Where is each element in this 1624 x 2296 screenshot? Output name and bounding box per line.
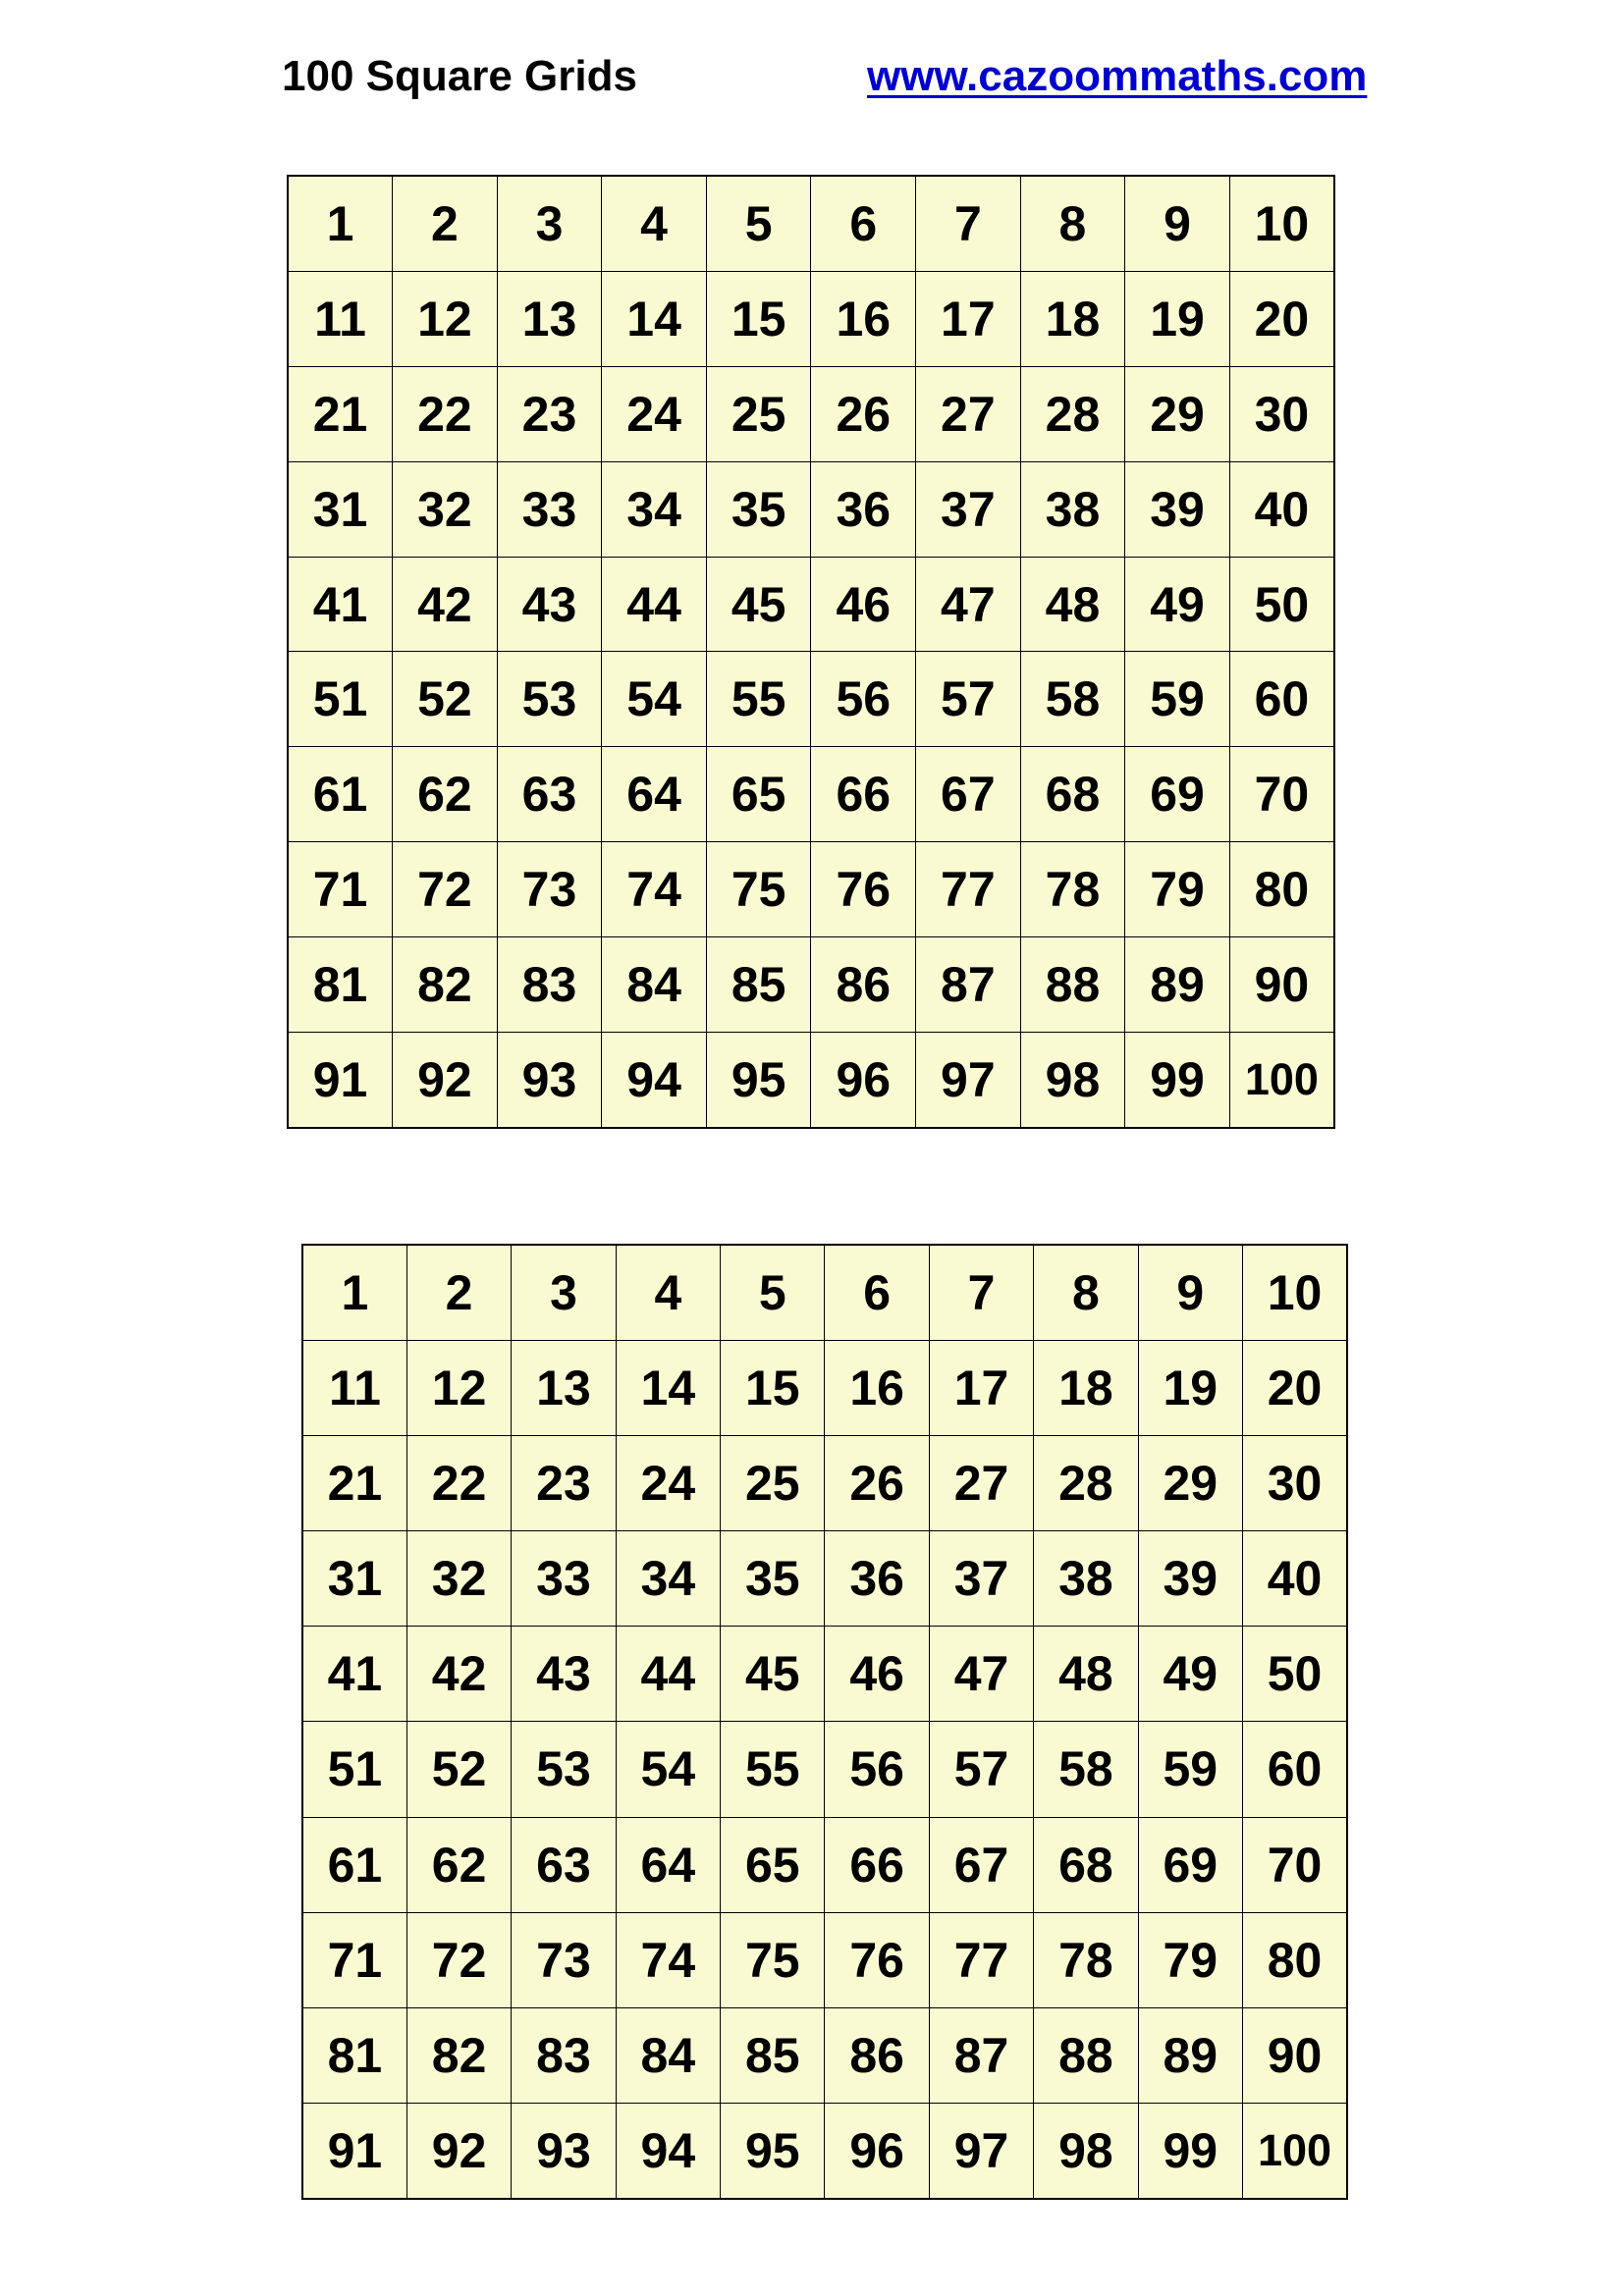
grid-cell-44: 44 [602, 557, 707, 652]
grid-cell-61: 61 [302, 1817, 406, 1912]
grid-row [302, 1531, 1347, 1627]
grid-cell-55: 55 [721, 1722, 825, 1817]
grid-cell-10: 10 [1229, 176, 1334, 272]
grid-cell-85: 85 [706, 936, 811, 1032]
grid-cell-23: 23 [497, 366, 602, 461]
grid-cell-8: 8 [1020, 176, 1125, 272]
grid-cell-58: 58 [1020, 652, 1125, 747]
grid-cell-21: 21 [288, 366, 393, 461]
grid-cell-40: 40 [1243, 1531, 1347, 1627]
grid-cell-64: 64 [602, 747, 707, 842]
grid-cell-43: 43 [512, 1627, 616, 1722]
grid-row [302, 1341, 1347, 1436]
grid-row [288, 557, 1334, 652]
grid-cell-15: 15 [706, 272, 811, 367]
grid-row [302, 1722, 1347, 1817]
grid-cell-9: 9 [1138, 1245, 1242, 1341]
grid-cell-97: 97 [916, 1032, 1021, 1128]
grid-cell-76: 76 [811, 842, 916, 937]
grid-cell-69: 69 [1125, 747, 1230, 842]
website-link[interactable]: www.cazoommaths.com [867, 52, 1368, 100]
grid-cell-41: 41 [288, 557, 393, 652]
grid-cell-75: 75 [706, 842, 811, 937]
grid-cell-67: 67 [929, 1817, 1033, 1912]
grid-cell-5: 5 [721, 1245, 825, 1341]
grid-cell-87: 87 [916, 936, 1021, 1032]
grid-cell-76: 76 [825, 1912, 929, 2007]
grid-cell-82: 82 [406, 2007, 511, 2103]
grid-cell-50: 50 [1229, 557, 1334, 652]
grid-cell-52: 52 [393, 652, 498, 747]
grid-cell-86: 86 [825, 2007, 929, 2103]
grid-cell-22: 22 [406, 1436, 511, 1531]
grid-cell-42: 42 [406, 1627, 511, 1722]
grid-cell-35: 35 [706, 461, 811, 557]
grid-cell-53: 53 [512, 1722, 616, 1817]
grid-cell-94: 94 [616, 2103, 720, 2199]
grid-cell-44: 44 [616, 1627, 720, 1722]
grid-cell-83: 83 [497, 936, 602, 1032]
grid-row [288, 936, 1334, 1032]
grid-cell-65: 65 [706, 747, 811, 842]
grid-cell-34: 34 [602, 461, 707, 557]
grid-cell-20: 20 [1229, 272, 1334, 367]
grid-cell-7: 7 [929, 1245, 1033, 1341]
grid-cell-13: 13 [497, 272, 602, 367]
hundred-square-grid-2 [301, 1244, 1348, 2200]
grid-cell-6: 6 [825, 1245, 929, 1341]
grid-cell-11: 11 [302, 1341, 406, 1436]
grid-cell-3: 3 [497, 176, 602, 272]
grid-cell-78: 78 [1034, 1912, 1138, 2007]
grid-cell-4: 4 [602, 176, 707, 272]
grid-row [288, 366, 1334, 461]
grid-cell-52: 52 [406, 1722, 511, 1817]
grid-cell-57: 57 [916, 652, 1021, 747]
grid-cell-40: 40 [1229, 461, 1334, 557]
grid-cell-28: 28 [1020, 366, 1125, 461]
grid-cell-18: 18 [1034, 1341, 1138, 1436]
grid-cell-38: 38 [1020, 461, 1125, 557]
grid-cell-98: 98 [1020, 1032, 1125, 1128]
grid-cell-69: 69 [1138, 1817, 1242, 1912]
grid-cell-48: 48 [1034, 1627, 1138, 1722]
grid-cell-46: 46 [825, 1627, 929, 1722]
grid-cell-93: 93 [497, 1032, 602, 1128]
grid-cell-99: 99 [1138, 2103, 1242, 2199]
grid-cell-72: 72 [406, 1912, 511, 2007]
grid-cell-83: 83 [512, 2007, 616, 2103]
grid-cell-24: 24 [616, 1436, 720, 1531]
grid-cell-1: 1 [288, 176, 393, 272]
grid-row [288, 842, 1334, 937]
grid-cell-84: 84 [602, 936, 707, 1032]
grid-cell-74: 74 [602, 842, 707, 937]
grid-cell-26: 26 [811, 366, 916, 461]
grid-cell-70: 70 [1243, 1817, 1347, 1912]
grid-row [288, 272, 1334, 367]
grid-cell-58: 58 [1034, 1722, 1138, 1817]
grid-cell-62: 62 [406, 1817, 511, 1912]
grid-cell-24: 24 [602, 366, 707, 461]
grid-cell-18: 18 [1020, 272, 1125, 367]
grid-cell-12: 12 [406, 1341, 511, 1436]
grid-row [288, 1032, 1334, 1128]
grid-cell-49: 49 [1138, 1627, 1242, 1722]
grid-cell-19: 19 [1125, 272, 1230, 367]
grid-cell-32: 32 [393, 461, 498, 557]
grid-cell-81: 81 [302, 2007, 406, 2103]
grid-cell-82: 82 [393, 936, 498, 1032]
grid-cell-89: 89 [1138, 2007, 1242, 2103]
grid-cell-19: 19 [1138, 1341, 1242, 1436]
grid-cell-26: 26 [825, 1436, 929, 1531]
grid-cell-7: 7 [916, 176, 1021, 272]
grid-cell-16: 16 [825, 1341, 929, 1436]
grid-cell-39: 39 [1125, 461, 1230, 557]
grid-cell-67: 67 [916, 747, 1021, 842]
grid-cell-85: 85 [721, 2007, 825, 2103]
grid-cell-4: 4 [616, 1245, 720, 1341]
grid-cell-15: 15 [721, 1341, 825, 1436]
grid-cell-25: 25 [721, 1436, 825, 1531]
grid-cell-55: 55 [706, 652, 811, 747]
grid-row [302, 1912, 1347, 2007]
grid-cell-95: 95 [721, 2103, 825, 2199]
grid-cell-57: 57 [929, 1722, 1033, 1817]
grid-cell-49: 49 [1125, 557, 1230, 652]
grid-cell-75: 75 [721, 1912, 825, 2007]
grid-cell-63: 63 [512, 1817, 616, 1912]
grid-cell-72: 72 [393, 842, 498, 937]
page-title: 100 Square Grids [282, 52, 637, 100]
grid-cell-39: 39 [1138, 1531, 1242, 1627]
grid-cell-20: 20 [1243, 1341, 1347, 1436]
grid-row [288, 747, 1334, 842]
grid-cell-36: 36 [825, 1531, 929, 1627]
grid-row [288, 176, 1334, 272]
grid-cell-48: 48 [1020, 557, 1125, 652]
grid-cell-73: 73 [512, 1912, 616, 2007]
grid-cell-77: 77 [916, 842, 1021, 937]
grid-cell-74: 74 [616, 1912, 720, 2007]
grid-cell-65: 65 [721, 1817, 825, 1912]
grid-cell-93: 93 [512, 2103, 616, 2199]
grid-cell-66: 66 [811, 747, 916, 842]
grid-cell-81: 81 [288, 936, 393, 1032]
grid-cell-100: 100 [1229, 1032, 1334, 1128]
grid-cell-13: 13 [512, 1341, 616, 1436]
grid-cell-68: 68 [1020, 747, 1125, 842]
grid-cell-88: 88 [1034, 2007, 1138, 2103]
grid-cell-46: 46 [811, 557, 916, 652]
grid-row [302, 1436, 1347, 1531]
grid-cell-71: 71 [288, 842, 393, 937]
grid-cell-92: 92 [406, 2103, 511, 2199]
grid-cell-54: 54 [602, 652, 707, 747]
grid-cell-6: 6 [811, 176, 916, 272]
grid-cell-79: 79 [1125, 842, 1230, 937]
grid-cell-87: 87 [929, 2007, 1033, 2103]
grid-cell-47: 47 [916, 557, 1021, 652]
grid-cell-10: 10 [1243, 1245, 1347, 1341]
grid-cell-68: 68 [1034, 1817, 1138, 1912]
grid-cell-11: 11 [288, 272, 393, 367]
grid-cell-29: 29 [1125, 366, 1230, 461]
grid-row [302, 1245, 1347, 1341]
grid-cell-45: 45 [706, 557, 811, 652]
grid-cell-96: 96 [811, 1032, 916, 1128]
grid-cell-9: 9 [1125, 176, 1230, 272]
grid-cell-5: 5 [706, 176, 811, 272]
grid-cell-97: 97 [929, 2103, 1033, 2199]
grid-cell-30: 30 [1243, 1436, 1347, 1531]
grid-cell-98: 98 [1034, 2103, 1138, 2199]
grid-cell-45: 45 [721, 1627, 825, 1722]
grid-cell-73: 73 [497, 842, 602, 937]
grid-cell-54: 54 [616, 1722, 720, 1817]
grid-cell-27: 27 [929, 1436, 1033, 1531]
grid-cell-59: 59 [1138, 1722, 1242, 1817]
grid-cell-79: 79 [1138, 1912, 1242, 2007]
grid-cell-66: 66 [825, 1817, 929, 1912]
grid-cell-28: 28 [1034, 1436, 1138, 1531]
grid-cell-80: 80 [1229, 842, 1334, 937]
grid-cell-36: 36 [811, 461, 916, 557]
grid-cell-37: 37 [916, 461, 1021, 557]
grid-cell-14: 14 [602, 272, 707, 367]
grid-cell-100: 100 [1243, 2103, 1347, 2199]
grid-cell-43: 43 [497, 557, 602, 652]
grid-cell-89: 89 [1125, 936, 1230, 1032]
grid-cell-33: 33 [497, 461, 602, 557]
grid-cell-17: 17 [916, 272, 1021, 367]
grid-cell-16: 16 [811, 272, 916, 367]
grid-cell-31: 31 [288, 461, 393, 557]
grid-cell-99: 99 [1125, 1032, 1230, 1128]
grid-cell-70: 70 [1229, 747, 1334, 842]
grid-cell-59: 59 [1125, 652, 1230, 747]
grid-cell-2: 2 [406, 1245, 511, 1341]
grid-cell-51: 51 [288, 652, 393, 747]
grid-cell-21: 21 [302, 1436, 406, 1531]
grid-cell-53: 53 [497, 652, 602, 747]
grid-cell-29: 29 [1138, 1436, 1242, 1531]
grid-cell-17: 17 [929, 1341, 1033, 1436]
grid-cell-35: 35 [721, 1531, 825, 1627]
grid-cell-56: 56 [825, 1722, 929, 1817]
grid-cell-50: 50 [1243, 1627, 1347, 1722]
grid-cell-34: 34 [616, 1531, 720, 1627]
grid-cell-96: 96 [825, 2103, 929, 2199]
grid-cell-12: 12 [393, 272, 498, 367]
grid-cell-23: 23 [512, 1436, 616, 1531]
grid-cell-77: 77 [929, 1912, 1033, 2007]
grid-cell-62: 62 [393, 747, 498, 842]
grid-cell-37: 37 [929, 1531, 1033, 1627]
grid-cell-3: 3 [512, 1245, 616, 1341]
grid-cell-84: 84 [616, 2007, 720, 2103]
grid-cell-56: 56 [811, 652, 916, 747]
grid-cell-78: 78 [1020, 842, 1125, 937]
grid-cell-14: 14 [616, 1341, 720, 1436]
grid-cell-31: 31 [302, 1531, 406, 1627]
grid-cell-95: 95 [706, 1032, 811, 1128]
grid-cell-42: 42 [393, 557, 498, 652]
grid-cell-47: 47 [929, 1627, 1033, 1722]
grid-cell-92: 92 [393, 1032, 498, 1128]
grid-cell-51: 51 [302, 1722, 406, 1817]
grid-cell-91: 91 [288, 1032, 393, 1128]
grid-cell-8: 8 [1034, 1245, 1138, 1341]
grid-cell-38: 38 [1034, 1531, 1138, 1627]
grid-cell-33: 33 [512, 1531, 616, 1627]
grid-cell-27: 27 [916, 366, 1021, 461]
grid-cell-63: 63 [497, 747, 602, 842]
grid-row [302, 1817, 1347, 1912]
grid-cell-32: 32 [406, 1531, 511, 1627]
grid-cell-80: 80 [1243, 1912, 1347, 2007]
grid-cell-88: 88 [1020, 936, 1125, 1032]
grid-cell-41: 41 [302, 1627, 406, 1722]
grid-cell-30: 30 [1229, 366, 1334, 461]
grid-cell-91: 91 [302, 2103, 406, 2199]
grid-cell-61: 61 [288, 747, 393, 842]
hundred-square-grid-1 [287, 175, 1335, 1129]
grid-cell-86: 86 [811, 936, 916, 1032]
grid-row [288, 652, 1334, 747]
grid-cell-71: 71 [302, 1912, 406, 2007]
grid-cell-2: 2 [393, 176, 498, 272]
grid-cell-60: 60 [1243, 1722, 1347, 1817]
grid-cell-64: 64 [616, 1817, 720, 1912]
grid-cell-94: 94 [602, 1032, 707, 1128]
grid-row [302, 2007, 1347, 2103]
grid-row [302, 1627, 1347, 1722]
grid-row [302, 2103, 1347, 2199]
grid-cell-22: 22 [393, 366, 498, 461]
grid-row [288, 461, 1334, 557]
grid-cell-25: 25 [706, 366, 811, 461]
grid-cell-90: 90 [1243, 2007, 1347, 2103]
grid-cell-60: 60 [1229, 652, 1334, 747]
grid-cell-1: 1 [302, 1245, 406, 1341]
grid-cell-90: 90 [1229, 936, 1334, 1032]
